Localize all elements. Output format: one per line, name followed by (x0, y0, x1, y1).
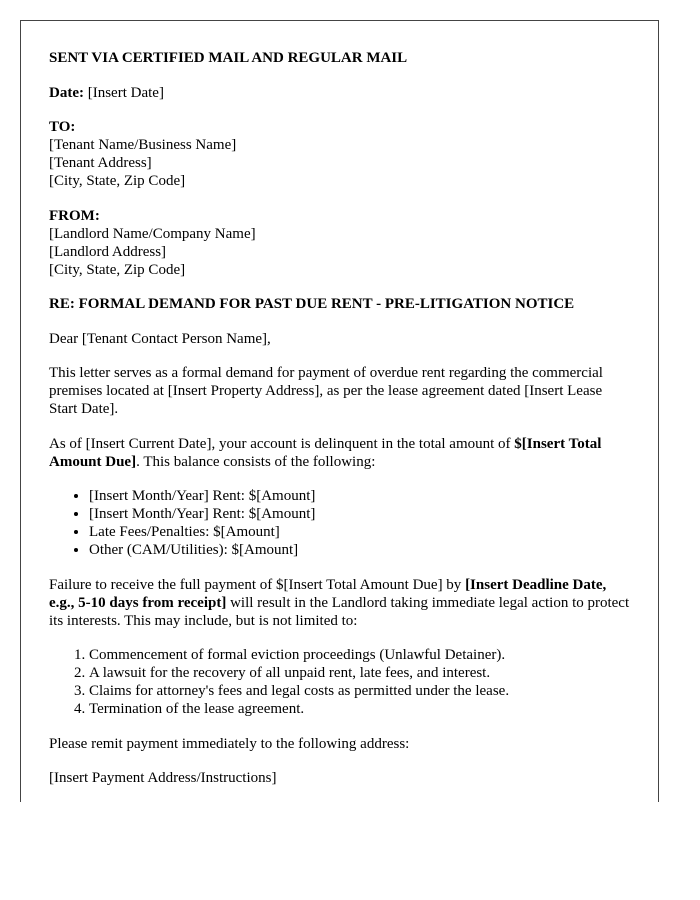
to-line: [Tenant Address] (49, 155, 152, 171)
from-line: [City, State, Zip Code] (49, 261, 186, 278)
date-label: Date: (49, 84, 84, 101)
to-block (49, 118, 630, 190)
charges-list (49, 487, 630, 559)
list-item: • Late Fees/Penalties: $[Amount] (89, 523, 630, 541)
salutation: Dear [Tenant Contact Person Name], (49, 330, 271, 347)
list-item: • [Insert Month/Year] Rent: $[Amount] (89, 505, 630, 523)
list-item: 2. A lawsuit for the recovery of all unpaid rent, late fees, and interest. (89, 664, 630, 682)
list-item: 1. Commencement of formal eviction proceedings (Unlawful Detainer). (89, 646, 630, 664)
from-line: [Landlord Address] (49, 243, 167, 260)
from-line: [Landlord Name/Company Name] (49, 225, 256, 242)
to-line: [City, State, Zip Code] (49, 173, 186, 189)
letter-page (20, 20, 659, 802)
subject-line: RE: FORMAL DEMAND FOR PAST DUE RENT - PRE-LITIGATION NOTICE (49, 296, 575, 312)
consequence-paragraph: Failure to receive the full payment of $[Insert Total Amount Due] by [Insert Deadline Date, e.g., 5-10 days from receipt] will result in the Landlord taking immediate legal action to protect its interests. This may include, but is not limited to: (49, 576, 630, 629)
balance-paragraph: As of [Insert Current Date], your account is delinquent in the total amount of $[Insert Total Amount Due]. This balance consists of the following: (49, 435, 602, 470)
to-label: TO: (49, 119, 76, 135)
from-label: FROM: (49, 207, 100, 224)
remit-paragraph: Please remit payment immediately to the following address: (49, 735, 410, 752)
list-item: 4. Termination of the lease agreement. (89, 700, 630, 718)
list-item: 3. Claims for attorney's fees and legal costs as permitted under the lease. (89, 682, 630, 700)
to-line: [Tenant Name/Business Name] (49, 137, 237, 153)
from-block (49, 207, 630, 279)
delivery-heading: SENT VIA CERTIFIED MAIL AND REGULAR MAIL (49, 50, 408, 66)
actions-list (49, 646, 630, 718)
date-value: [Insert Date] (87, 84, 164, 101)
list-item: • [Insert Month/Year] Rent: $[Amount] (89, 487, 630, 505)
date-line (49, 84, 630, 102)
intro-paragraph: This letter serves as a formal demand for payment of overdue rent regarding the commercial premises located at [Insert Property Address], as per the lease agreement dated [Insert Lease Start Date]. (49, 365, 603, 417)
list-item: • Other (CAM/Utilities): $[Amount] (89, 541, 630, 559)
payment-instructions: [Insert Payment Address/Instructions] (49, 770, 277, 786)
